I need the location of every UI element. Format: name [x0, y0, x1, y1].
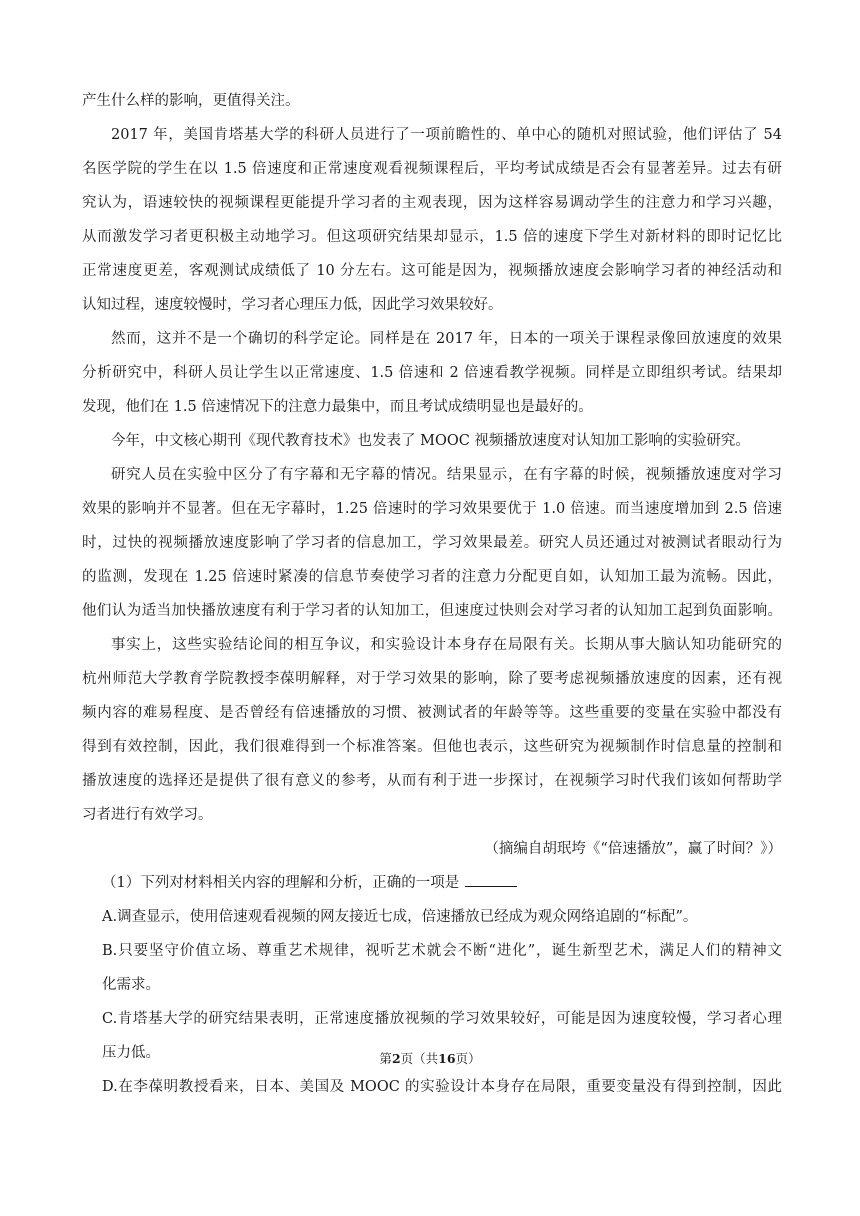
option-line: A.调查显示，使用倍速观看视频的网友接近七成，倍速播放已经成为观众网络追剧的“标配”。 [102, 909, 698, 925]
option-line: B.只要坚守价值立场、尊重艺术规律，视听艺术就会不断“进化”，诞生新型艺术，满足人们的精神文 [102, 943, 782, 959]
text-line: 研究人员在实验中区分了有字幕和无字幕的情况。结果显示，在有字幕的时候，视频播放速度对学习 [111, 467, 782, 483]
text-line: 产生什么样的影响，更值得关注。 [82, 93, 300, 109]
text-line: 效果的影响并不显著。但在无字幕时，1.25 倍速时的学习效果要优于 1.0 倍速。而当速度增加到 2.5 倍速 [82, 501, 782, 517]
text-line: 发现，他们在 1.5 倍速情况下的注意力最集中，而且考试成绩明显也是最好的。 [82, 399, 593, 415]
text-line: 究认为，语速较快的视频课程更能提升学习者的主观表现，因为这样容易调动学生的注意力和学习兴趣， [82, 195, 782, 211]
text-line: 2017 年，美国肯塔基大学的科研人员进行了一项前瞻性的、单中心的随机对照试验，他们评估了 54 [111, 127, 782, 143]
text-line: 从而激发学习者更积极主动地学习。但这项研究结果却显示，1.5 倍的速度下学生对新材料的即时记忆比 [82, 229, 782, 245]
question-stem-text: （1）下列对材料相关内容的理解和分析，正确的一项是 [102, 875, 460, 891]
text-line: 他们认为适当加快播放速度有利于学习者的认知加工，但速度过快则会对学习者的认知加工起到负面影响。 [82, 603, 782, 619]
text-line: 杭州师范大学教育学院教授李葆明解释，对于学习效果的影响，除了要考虑视频播放速度的因素，还有视 [82, 671, 782, 687]
option-line: 压力低。 [102, 1045, 160, 1061]
footer-suffix: 页） [455, 1051, 481, 1066]
footer-page-number: 2 [391, 1051, 401, 1066]
text-line: 今年，中文核心期刊《现代教育技术》也发表了 MOOC 视频播放速度对认知加工影响的实验研究。 [111, 433, 750, 449]
text-line: 习者进行有效学习。 [82, 807, 213, 823]
footer-total-pages: 16 [438, 1051, 456, 1066]
option-line: C.肯塔基大学的研究结果表明，正常速度播放视频的学习效果较好，可能是因为速度较慢，学习者心理 [102, 1011, 782, 1027]
question-options [82, 900, 782, 1104]
text-line: 频内容的难易程度、是否曾经有倍速播放的习惯、被测试者的年龄等等。这些重要的变量在实验中都没有 [82, 705, 782, 721]
option-line: D.在李葆明教授看来，日本、美国及 MOOC 的实验设计本身存在局限，重要变量没有得到控制，因此 [102, 1079, 782, 1095]
text-line: 正常速度更差，客观测试成绩低了 10 分左右。这可能是因为，视频播放速度会影响学习者的神经活动和 [82, 263, 782, 279]
footer-middle: 页（共 [400, 1051, 439, 1066]
answer-blank [465, 872, 517, 887]
text-line: 然而，这并不是一个确切的科学定论。同样是在 2017 年，日本的一项关于课程录像回放速度的效果 [111, 331, 782, 347]
question-stem [82, 866, 782, 900]
text-line: 认知过程，速度较慢时，学习者心理压力低，因此学习效果较好。 [82, 297, 503, 313]
question-1 [82, 866, 782, 1104]
text-line: 得到有效控制，因此，我们很难得到一个标准答案。但他也表示，这些研究为视频制作时信息量的控制和 [82, 739, 782, 755]
page-footer [0, 1051, 860, 1067]
article-body [82, 84, 782, 1104]
text-line: 播放速度的选择还是提供了很有意义的参考，从而有利于进一步探讨，在视频学习时代我们该如何帮助学 [82, 773, 782, 789]
footer-prefix: 第 [379, 1051, 392, 1066]
option-line: 化需求。 [102, 977, 160, 993]
text-line: 分析研究中，科研人员让学生以正常速度、1.5 倍速和 2 倍速看教学视频。同样是立即组织考试。结果却 [82, 365, 782, 381]
article-paragraphs [82, 84, 782, 866]
text-line: 时，过快的视频播放速度影响了学习者的信息加工，学习效果最差。研究人员还通过对被测试者眼动行为 [82, 535, 782, 551]
source-citation: （摘编自胡珉垮《“倍速播放”，赢了时间？》） [484, 841, 782, 857]
text-line: 名医学院的学生在以 1.5 倍速度和正常速度观看视频课程后，平均考试成绩是否会有显著差异。过去有研 [82, 161, 782, 177]
text-line: 的监测，发现在 1.25 倍速时紧凑的信息节奏使学习者的注意力分配更自如，认知加工最为流畅。因此， [82, 569, 782, 585]
text-line: 事实上，这些实验结论间的相互争议，和实验设计本身存在局限有关。长期从事大脑认知功能研究的 [111, 637, 782, 653]
